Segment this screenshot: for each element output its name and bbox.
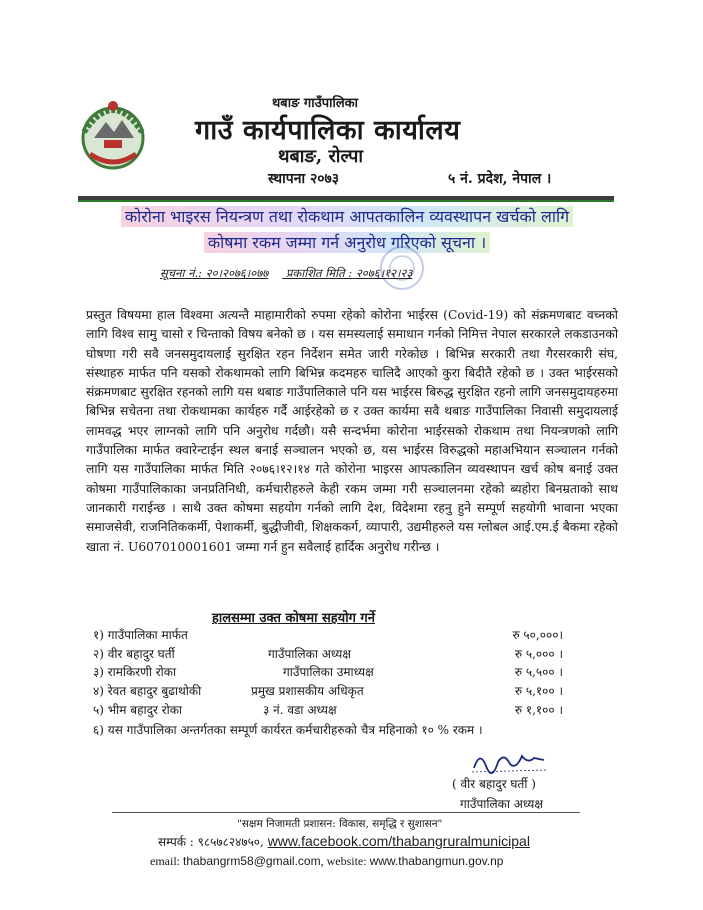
email-label: email: [150,854,180,868]
website-label: , website: [320,854,367,868]
contributor-role: गाउँपालिका अध्यक्ष [268,647,351,661]
notice-body: प्रस्तुत विषयमा हाल विश्वमा अत्यन्तै माहामारीको रुपमा रहेको कोरोना भाईरस (Covid-19) को संक्रमणबाट वच्नको लागि विश्व सामु चासो र चिन्ताको विषय बनेको छ । यस समस्यलाई समाधान गर्नको निमित्त नेपाल सरकारले लकडाउनको घोषणा गरी सवै जनसमुदायलाई सुरक्षित रहन निर्देशन समेत जारी गरेकोछ । बिभिन्न सरकारी तथा गैरसरकारी संघ, संस्थाहरु मार्फत पनि यसको रोकथामको लागि बिभिन्न कदमहरु चालिदै आएको कुरा बिदीतै रहेको छ । उक्त भाईरसको संक्रमणबाट सुरक्षित रहनको लागि यस थबाङ गाउँपालिकाले पनि यस भाईरस बिरुद्ध सुरक्षित रहनो लागि जनसमुदायहरुमा बिभिन्न सचेतना तथा रोकथामका कार्यहरु गर्दै आईरहेको छ र उक्त कार्यमा सवै थबाङ गाउँपालिका निवासी समुदायलाई लामवद्ध भएर लाग्नको लागि पनि अनुरोध गर्दछौ। यसै सन्दर्भमा कोरोना भाईरसको रोकथाम तथा नियन्त्रणको लागि गाउँपालिका मार्फत क्वारेन्टाईन स्थल बनाई सञ्चालन भएको छ, यस भाईरस विरुद्धको महाअभियान सञ्चालन गर्नको लागि यस गाउँपालिका मार्फत मिति २०७६।१२।१४ गते कोरोना भाइरस आपत्कालिन व्यवस्थापन खर्च कोष बनाई उक्त कोषमा गाउँपालिकाका जनप्रतिनिधी, कर्मचारीहरुले केही रकम जम्मा गरी सञ्चालनमा रहेको ब्यहोरा बिनम्रताको साथ जानकारी गराईन्छ । साथै उक्त कोषमा सहयोग गर्नको लागि देश, विदेशमा रहनु हुने सम्पूर्ण सहयोगी भावाना भएका समाजसेवी, राजनितिककर्मी, पेशाकर्मी, बुद्धीजीवी, शिक्षककर्ग, व्यापारी, उद्यमीहरुले यस ग्लोबल आई.एम.ई बैकमा रहेको खाता नं. U607010001601 जम्मा गर्न हुन सवैलाई हार्दिक अनुरोध गरीन्छ । [86,308,618,554]
province-label: ५ नं. प्रदेश, नेपाल । [448,171,552,187]
header-divider [78,196,614,202]
contributor-amount: रु ५,००० । [514,647,563,661]
signatory-title: गाउँपालिका अध्यक्ष [460,797,543,811]
publish-date-label: प्रकाशित मिति : [285,266,353,280]
notice-subject [82,205,612,253]
staff-contribution-note: ६) यस गाउँपालिका अन्तर्गतका सम्पूर्ण कार्यरत कर्मचारीहरुको चैत्र महिनाको १० % रकम । [93,723,483,737]
notice-number-label: सूचना नं.: [160,266,203,280]
contributor-role: गाउँपालिका उमाध्यक्ष [283,665,374,679]
contributor-name: ३) रामकिरणी रोका [93,665,177,679]
subject-line-1: कोरोना भाइरस नियन्त्रण तथा रोकथाम आपतकालिन व्यवस्थापन खर्चको लागि [121,206,573,227]
notice-reference [160,266,412,281]
contributor-row [93,663,563,681]
contributor-name: ४) रेवत बहादुर बुढाथोकी [93,684,202,698]
contributor-name: १) गाउँपालिका मार्फत [93,628,188,642]
contributor-name: २) वीर बहादुर घर्ती [93,647,175,661]
website-link[interactable]: www.thabangmun.gov.np [369,854,504,868]
contributor-amount: रु ५,१०० । [514,684,563,698]
phone-number: सम्पर्क : ९८५७८२४७५०, [158,835,264,849]
contributor-amount: रु ५०,०००। [512,628,563,642]
established-year: स्थापना २०७३ [268,171,340,187]
email-link[interactable]: thabangrm58@gmail.com [183,854,321,868]
municipality-name: थबाङ गाउँपालिका [272,96,358,111]
office-location: थबाङ, रोल्पा [278,146,364,167]
contributor-row [93,682,563,700]
notice-number: २०।२०७६।०७७ [205,266,269,280]
contributor-role: ३ नं. वडा अध्यक्ष [263,703,337,717]
email-website-line [150,854,503,869]
contributor-name: ५) भीम बहादुर रोका [93,703,183,717]
facebook-link[interactable]: www.facebook.com/thabangruralmunicipal [267,833,530,849]
footer-motto: "सक्षम निजामती प्रशासन: विकास, समृद्धि र सुशासन" [237,818,443,830]
contact-line [158,833,530,850]
signature-icon [470,748,548,774]
footer-divider [112,812,580,813]
signatory-name: ( वीर बहादुर घर्ती ) [452,777,536,791]
contributor-row [93,645,563,663]
contributor-row [93,626,563,644]
government-emblem-icon [70,92,156,178]
subject-line-2: कोषमा रकम जम्मा गर्न अनुरोध गरिएको सूचना । [204,232,490,253]
contributor-row [93,701,563,719]
contributors-heading: हालसम्मा उक्त कोषमा सहयोग गर्ने [212,611,375,626]
contributor-role: प्रमुख प्रशासकीय अधिकृत [251,684,364,698]
publish-date: २०७६।१२।२३ [355,266,413,280]
contributor-amount: रु १,१०० । [514,703,563,717]
contributor-amount: रु ५,५०० । [514,665,563,679]
office-title: गाउँ कार्यपालिका कार्यालय [195,115,461,146]
